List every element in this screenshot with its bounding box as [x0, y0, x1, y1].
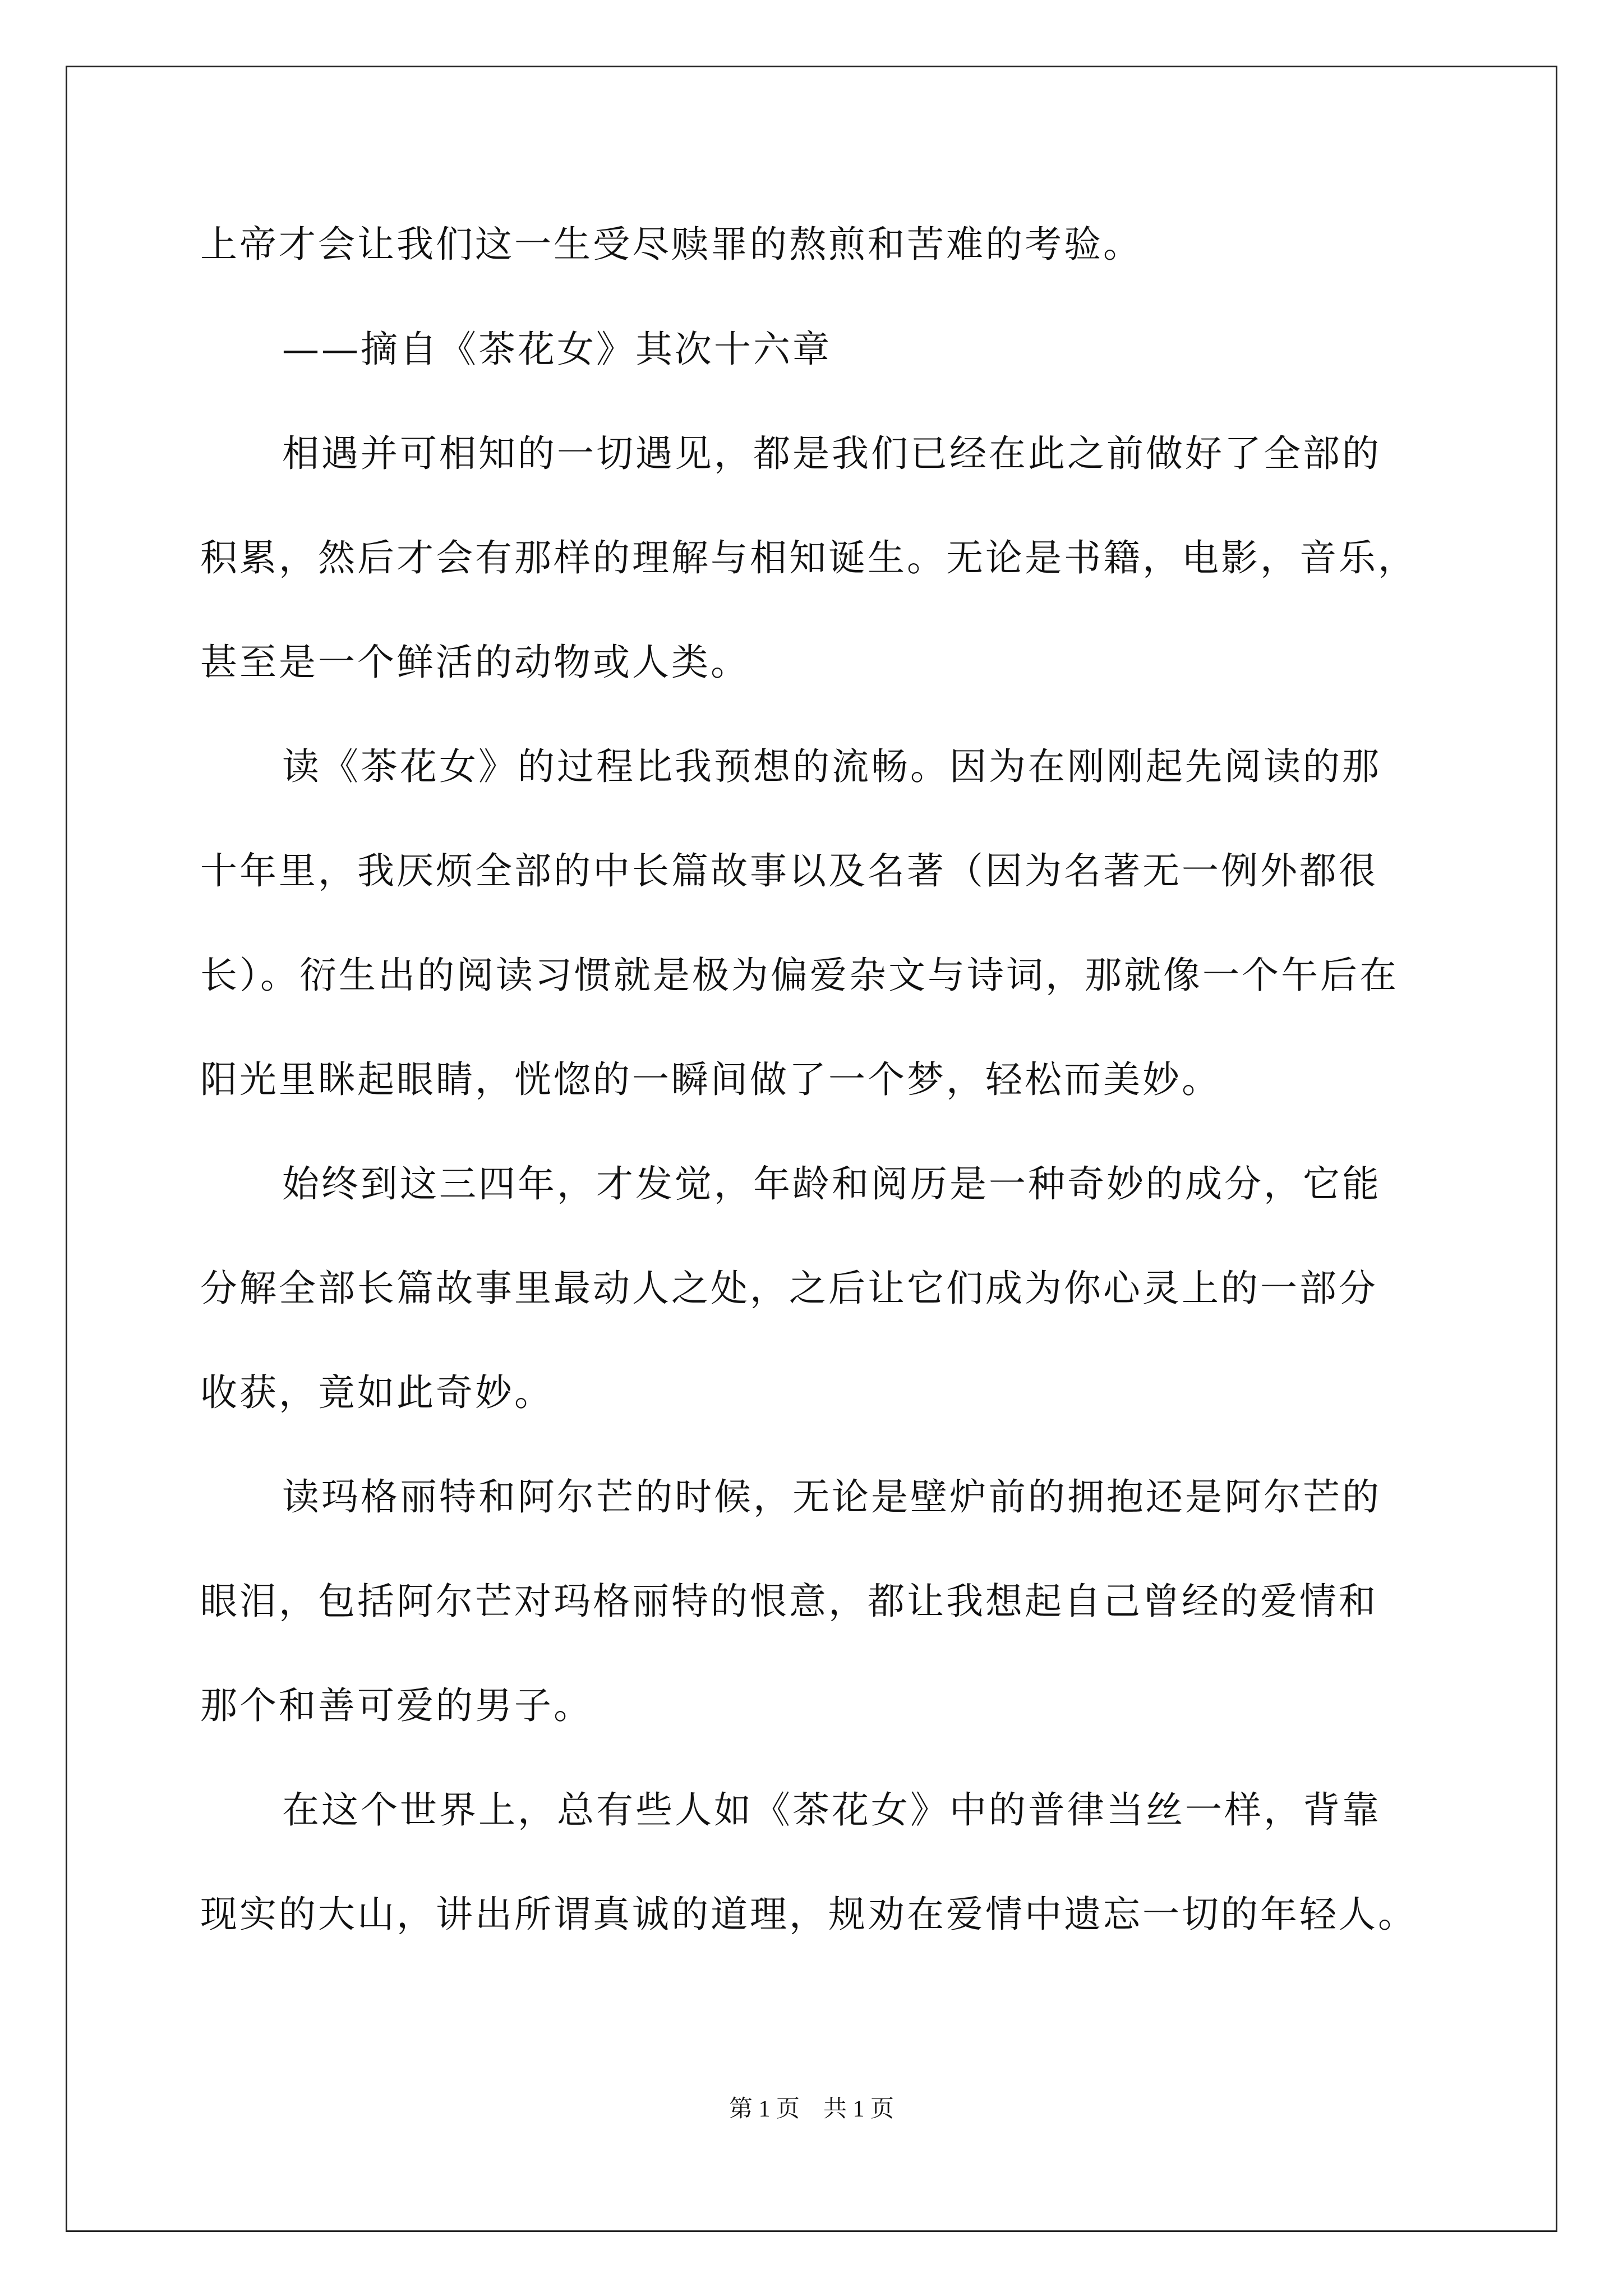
- page-number: 第 1 页 共 1 页: [728, 2096, 894, 2122]
- quote-source: ——摘自《茶花女》其次十六章: [282, 328, 832, 371]
- text-line: 上帝才会让我们这一生受尽赎罪的熬煎和苦难的考验。: [200, 223, 1142, 266]
- text-line: 读玛格丽特和阿尔芒的时候，无论是壁炉前的拥抱还是阿尔芒的: [282, 1475, 1381, 1519]
- text-line: 始终到这三四年，才发觉，年龄和阅历是一种奇妙的成分，它能: [282, 1162, 1381, 1205]
- text-line: 读《茶花女》的过程比我预想的流畅。因为在刚刚起先阅读的那: [282, 745, 1381, 788]
- text-line: 那个和善可爱的男子。: [200, 1684, 593, 1727]
- text-line: 阳光里眯起眼睛，恍惚的一瞬间做了一个梦，轻松而美妙。: [200, 1058, 1221, 1101]
- text-line: 现实的大山，讲出所谓真诚的道理，规劝在爱情中遗忘一切的年轻人。: [200, 1893, 1417, 1936]
- text-line: 在这个世界上，总有些人如《茶花女》中的普律当丝一样，背靠: [282, 1788, 1381, 1832]
- text-line: 眼泪，包括阿尔芒对玛格丽特的恨意，都让我想起自己曾经的爱情和: [200, 1580, 1378, 1623]
- text-line: 收获，竟如此奇妙。: [200, 1371, 554, 1414]
- text-line: 分解全部长篇故事里最动人之处，之后让它们成为你心灵上的一部分: [200, 1267, 1378, 1310]
- text-line: 长）。衍生出的阅读习惯就是极为偏爱杂文与诗词，那就像一个午后在: [200, 954, 1399, 997]
- text-line: 甚至是一个鲜活的动物或人类。: [200, 641, 750, 684]
- text-line: 积累，然后才会有那样的理解与相知诞生。无论是书籍，电影，音乐，: [200, 536, 1417, 579]
- text-line: 相遇并可相知的一切遇见，都是我们已经在此之前做好了全部的: [282, 432, 1381, 475]
- text-line: 十年里，我厌烦全部的中长篇故事以及名著（因为名著无一例外都很: [200, 849, 1378, 892]
